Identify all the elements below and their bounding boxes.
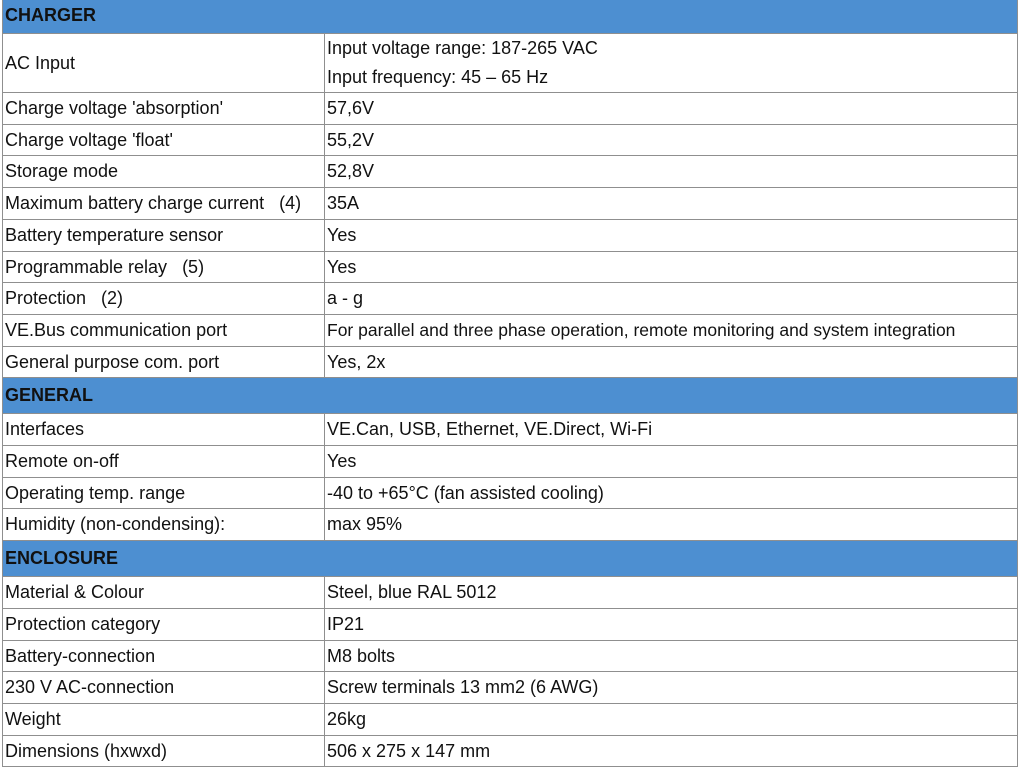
- row-value: Screw terminals 13 mm2 (6 AWG): [325, 672, 1018, 704]
- row-value: max 95%: [325, 509, 1018, 541]
- table-row: [3, 608, 1018, 640]
- table-row: [3, 219, 1018, 251]
- row-label: Charge voltage 'absorption': [3, 93, 325, 125]
- row-label: Humidity (non-condensing):: [3, 509, 325, 541]
- row-value: 52,8V: [325, 156, 1018, 188]
- row-label: Weight: [3, 703, 325, 735]
- row-label: Protection category: [3, 608, 325, 640]
- table-row: [3, 446, 1018, 478]
- table-row: [3, 124, 1018, 156]
- table-row: [3, 577, 1018, 609]
- row-value: 26kg: [325, 703, 1018, 735]
- row-label: VE.Bus communication port: [3, 314, 325, 346]
- row-value: 35A: [325, 188, 1018, 220]
- row-value: For parallel and three phase operation, remote monitoring and system integration: [325, 314, 1018, 346]
- value-line: Input frequency: 45 – 65 Hz: [327, 67, 549, 87]
- row-label: Operating temp. range: [3, 477, 325, 509]
- table-row: [3, 640, 1018, 672]
- row-label: Maximum battery charge current (4): [3, 188, 325, 220]
- table-row: [3, 735, 1018, 767]
- section-title: GENERAL: [3, 378, 1018, 414]
- table-row: [3, 34, 1018, 93]
- row-label: General purpose com. port: [3, 346, 325, 378]
- row-value: 55,2V: [325, 124, 1018, 156]
- table-row: [3, 477, 1018, 509]
- table-row: [3, 703, 1018, 735]
- row-label: Charge voltage 'float': [3, 124, 325, 156]
- section-header-enclosure: [3, 541, 1018, 577]
- row-label: Remote on-off: [3, 446, 325, 478]
- table-row: [3, 188, 1018, 220]
- table-row: [3, 314, 1018, 346]
- row-label: Storage mode: [3, 156, 325, 188]
- row-label: Dimensions (hxwxd): [3, 735, 325, 767]
- row-value: 57,6V: [325, 93, 1018, 125]
- spec-table: [2, 0, 1018, 767]
- row-value: Yes: [325, 446, 1018, 478]
- section-header-general: [3, 378, 1018, 414]
- row-value: M8 bolts: [325, 640, 1018, 672]
- row-label: Protection (2): [3, 283, 325, 315]
- section-title: CHARGER: [3, 0, 1018, 34]
- table-row: [3, 156, 1018, 188]
- section-header-charger: [3, 0, 1018, 34]
- section-title: ENCLOSURE: [3, 541, 1018, 577]
- row-value: Yes: [325, 219, 1018, 251]
- row-value: 506 x 275 x 147 mm: [325, 735, 1018, 767]
- row-label: Programmable relay (5): [3, 251, 325, 283]
- table-row: [3, 414, 1018, 446]
- row-value: a - g: [325, 283, 1018, 315]
- row-label: Interfaces: [3, 414, 325, 446]
- row-label: Material & Colour: [3, 577, 325, 609]
- row-value: Yes, 2x: [325, 346, 1018, 378]
- row-label: AC Input: [3, 34, 325, 93]
- table-row: [3, 509, 1018, 541]
- table-row: [3, 283, 1018, 315]
- table-row: [3, 346, 1018, 378]
- table-row: [3, 672, 1018, 704]
- table-row: [3, 251, 1018, 283]
- value-line: Input voltage range: 187-265 VAC: [327, 38, 598, 58]
- row-value: Steel, blue RAL 5012: [325, 577, 1018, 609]
- row-value: -40 to +65°C (fan assisted cooling): [325, 477, 1018, 509]
- row-value: IP21: [325, 608, 1018, 640]
- table-row: [3, 93, 1018, 125]
- row-label: 230 V AC-connection: [3, 672, 325, 704]
- row-value: [325, 34, 1018, 93]
- row-label: Battery-connection: [3, 640, 325, 672]
- row-label: Battery temperature sensor: [3, 219, 325, 251]
- row-value: Yes: [325, 251, 1018, 283]
- row-value: VE.Can, USB, Ethernet, VE.Direct, Wi-Fi: [325, 414, 1018, 446]
